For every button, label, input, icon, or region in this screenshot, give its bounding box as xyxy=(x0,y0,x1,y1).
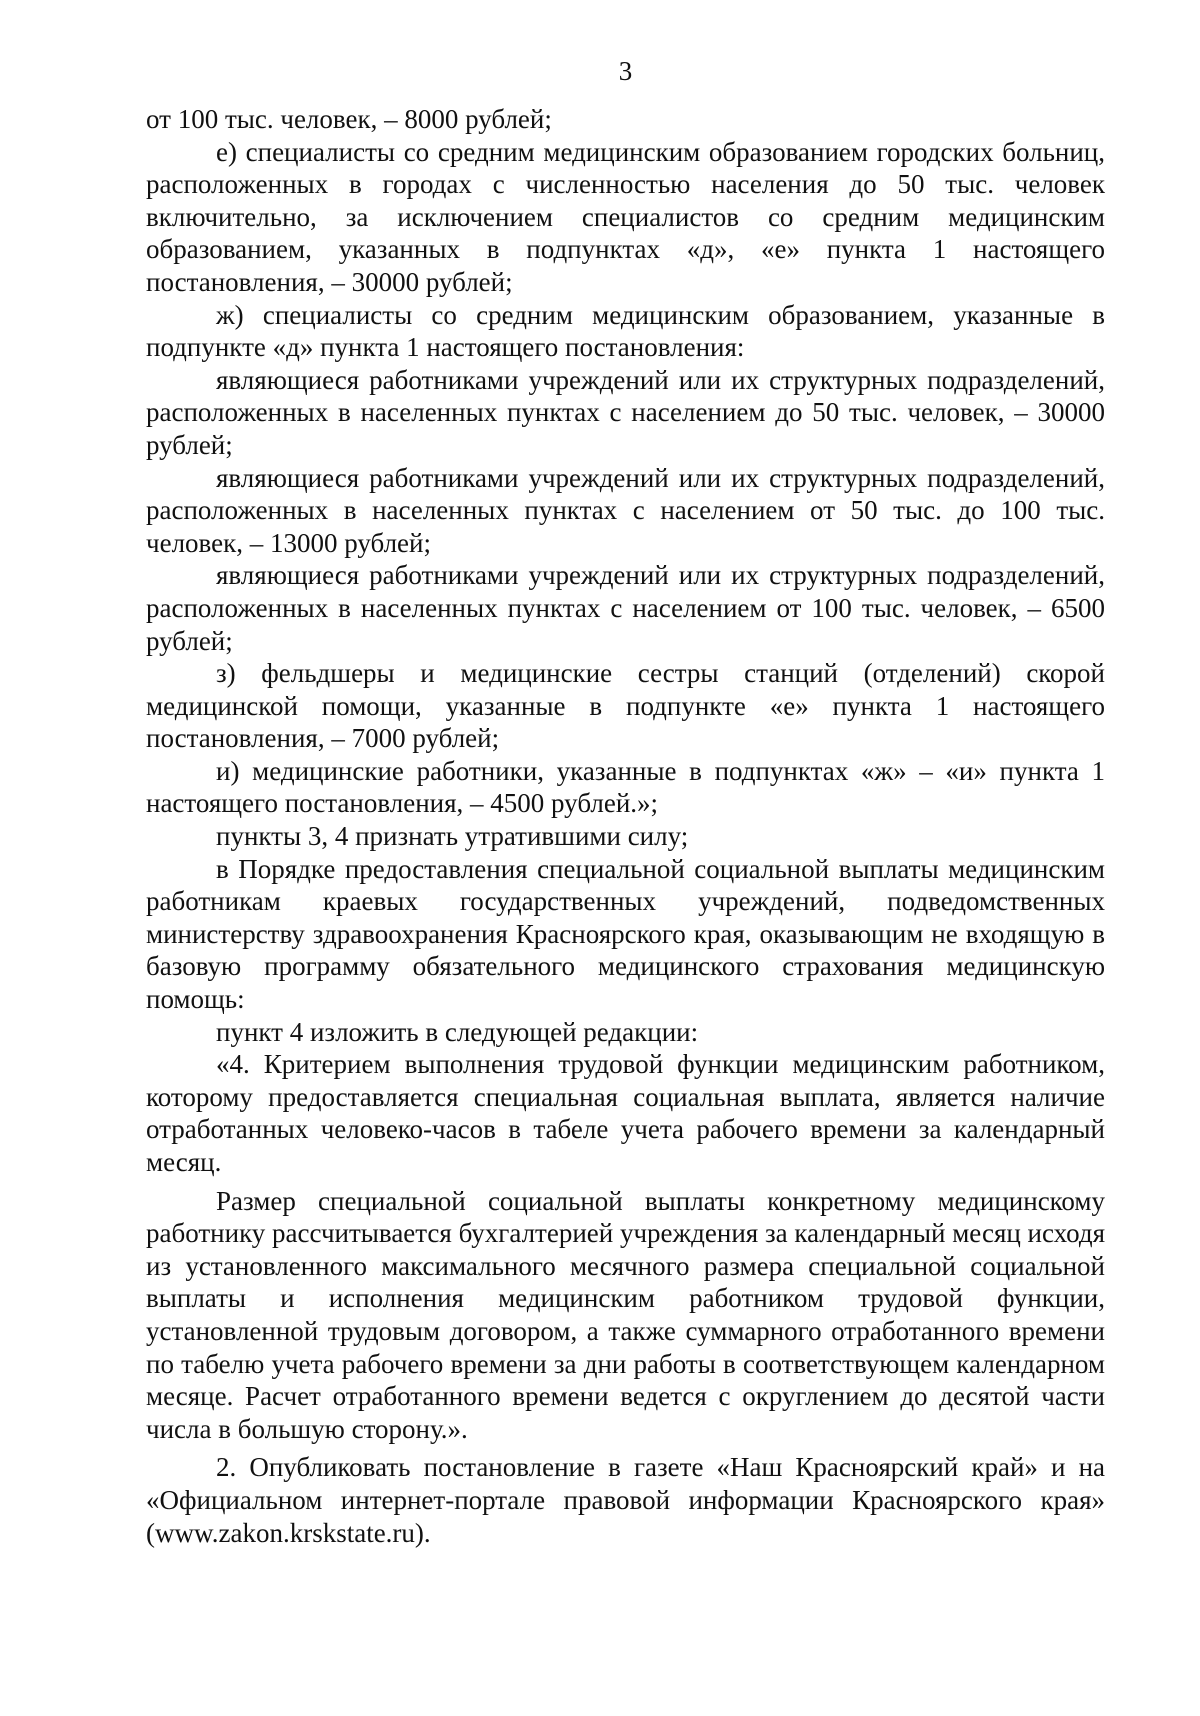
document-body xyxy=(146,103,1105,1549)
paragraph: Размер специальной социальной выплаты конкретному медицинскому работнику рассчитывается бухгалтерией учреждения за календарный месяц исходя из установленного максимального месячного размера специальной социальной выплаты и исполнения медицинским работником трудовой функции, установленной трудовым договором, а также суммарного отработанного времени по табелю учета рабочего времени за дни работы в соответствующем календарном месяце. Расчет отработанного времени ведется с округлением до десятой части числа в большую сторону.». xyxy=(146,1185,1105,1444)
paragraph: «4. Критерием выполнения трудовой функции медицинским работником, которому предоставляется специальная социальная выплата, является наличие отработанных человеко-часов в табеле учета рабочего времени за календарный месяц. xyxy=(146,1049,1105,1177)
paragraph: ж) специалисты со средним медицинским образованием, указанные в подпункте «д» пункта 1 настоящего постановления: xyxy=(146,299,1105,363)
paragraph: являющиеся работниками учреждений или их структурных подразделений, расположенных в населенных пунктах с населением до 50 тыс. человек, – 30000 рублей; xyxy=(146,364,1105,460)
page-number: 3 xyxy=(618,56,633,86)
paragraph: пункты 3, 4 признать утратившими силу; xyxy=(216,821,689,852)
paragraph: от 100 тыс. человек, – 8000 рублей; xyxy=(146,104,552,134)
paragraph: и) медицинские работники, указанные в подпунктах «ж» – «и» пункта 1 настоящего постановления, – 4500 рублей.»; xyxy=(146,755,1105,819)
paragraph: 2. Опубликовать постановление в газете «Наш Красноярский край» и на «Официальном интернет-портале правовой информации Красноярского края» (www.zakon.krskstate.ru). xyxy=(146,1452,1105,1548)
paragraph: пункт 4 изложить в следующей редакции: xyxy=(216,1016,699,1047)
paragraph: е) специалисты со средним медицинским образованием городских больниц, расположенных в городах с численностью населения до 50 тыс. человек включительно, за исключением специалистов со средним медицинским образованием, указанных в подпунктах «д», «е» пункта 1 настоящего постановления, – 30000 рублей; xyxy=(146,136,1105,297)
paragraph: являющиеся работниками учреждений или их структурных подразделений, расположенных в населенных пунктах с населением от 100 тыс. человек, – 6500 рублей; xyxy=(146,560,1105,656)
paragraph: в Порядке предоставления специальной социальной выплаты медицинским работникам краевых государственных учреждений, подведомственных министерству здравоохранения Красноярского края, оказывающим не входящую в базовую программу обязательного медицинского страхования медицинскую помощь: xyxy=(146,853,1105,1015)
paragraph: являющиеся работниками учреждений или их структурных подразделений, расположенных в населенных пунктах с населением от 50 тыс. до 100 тыс. человек, – 13000 рублей; xyxy=(146,462,1105,558)
paragraph: з) фельдшеры и медицинские сестры станций (отделений) скорой медицинской помощи, указанные в подпункте «е» пункта 1 настоящего постановления, – 7000 рублей; xyxy=(146,658,1105,754)
